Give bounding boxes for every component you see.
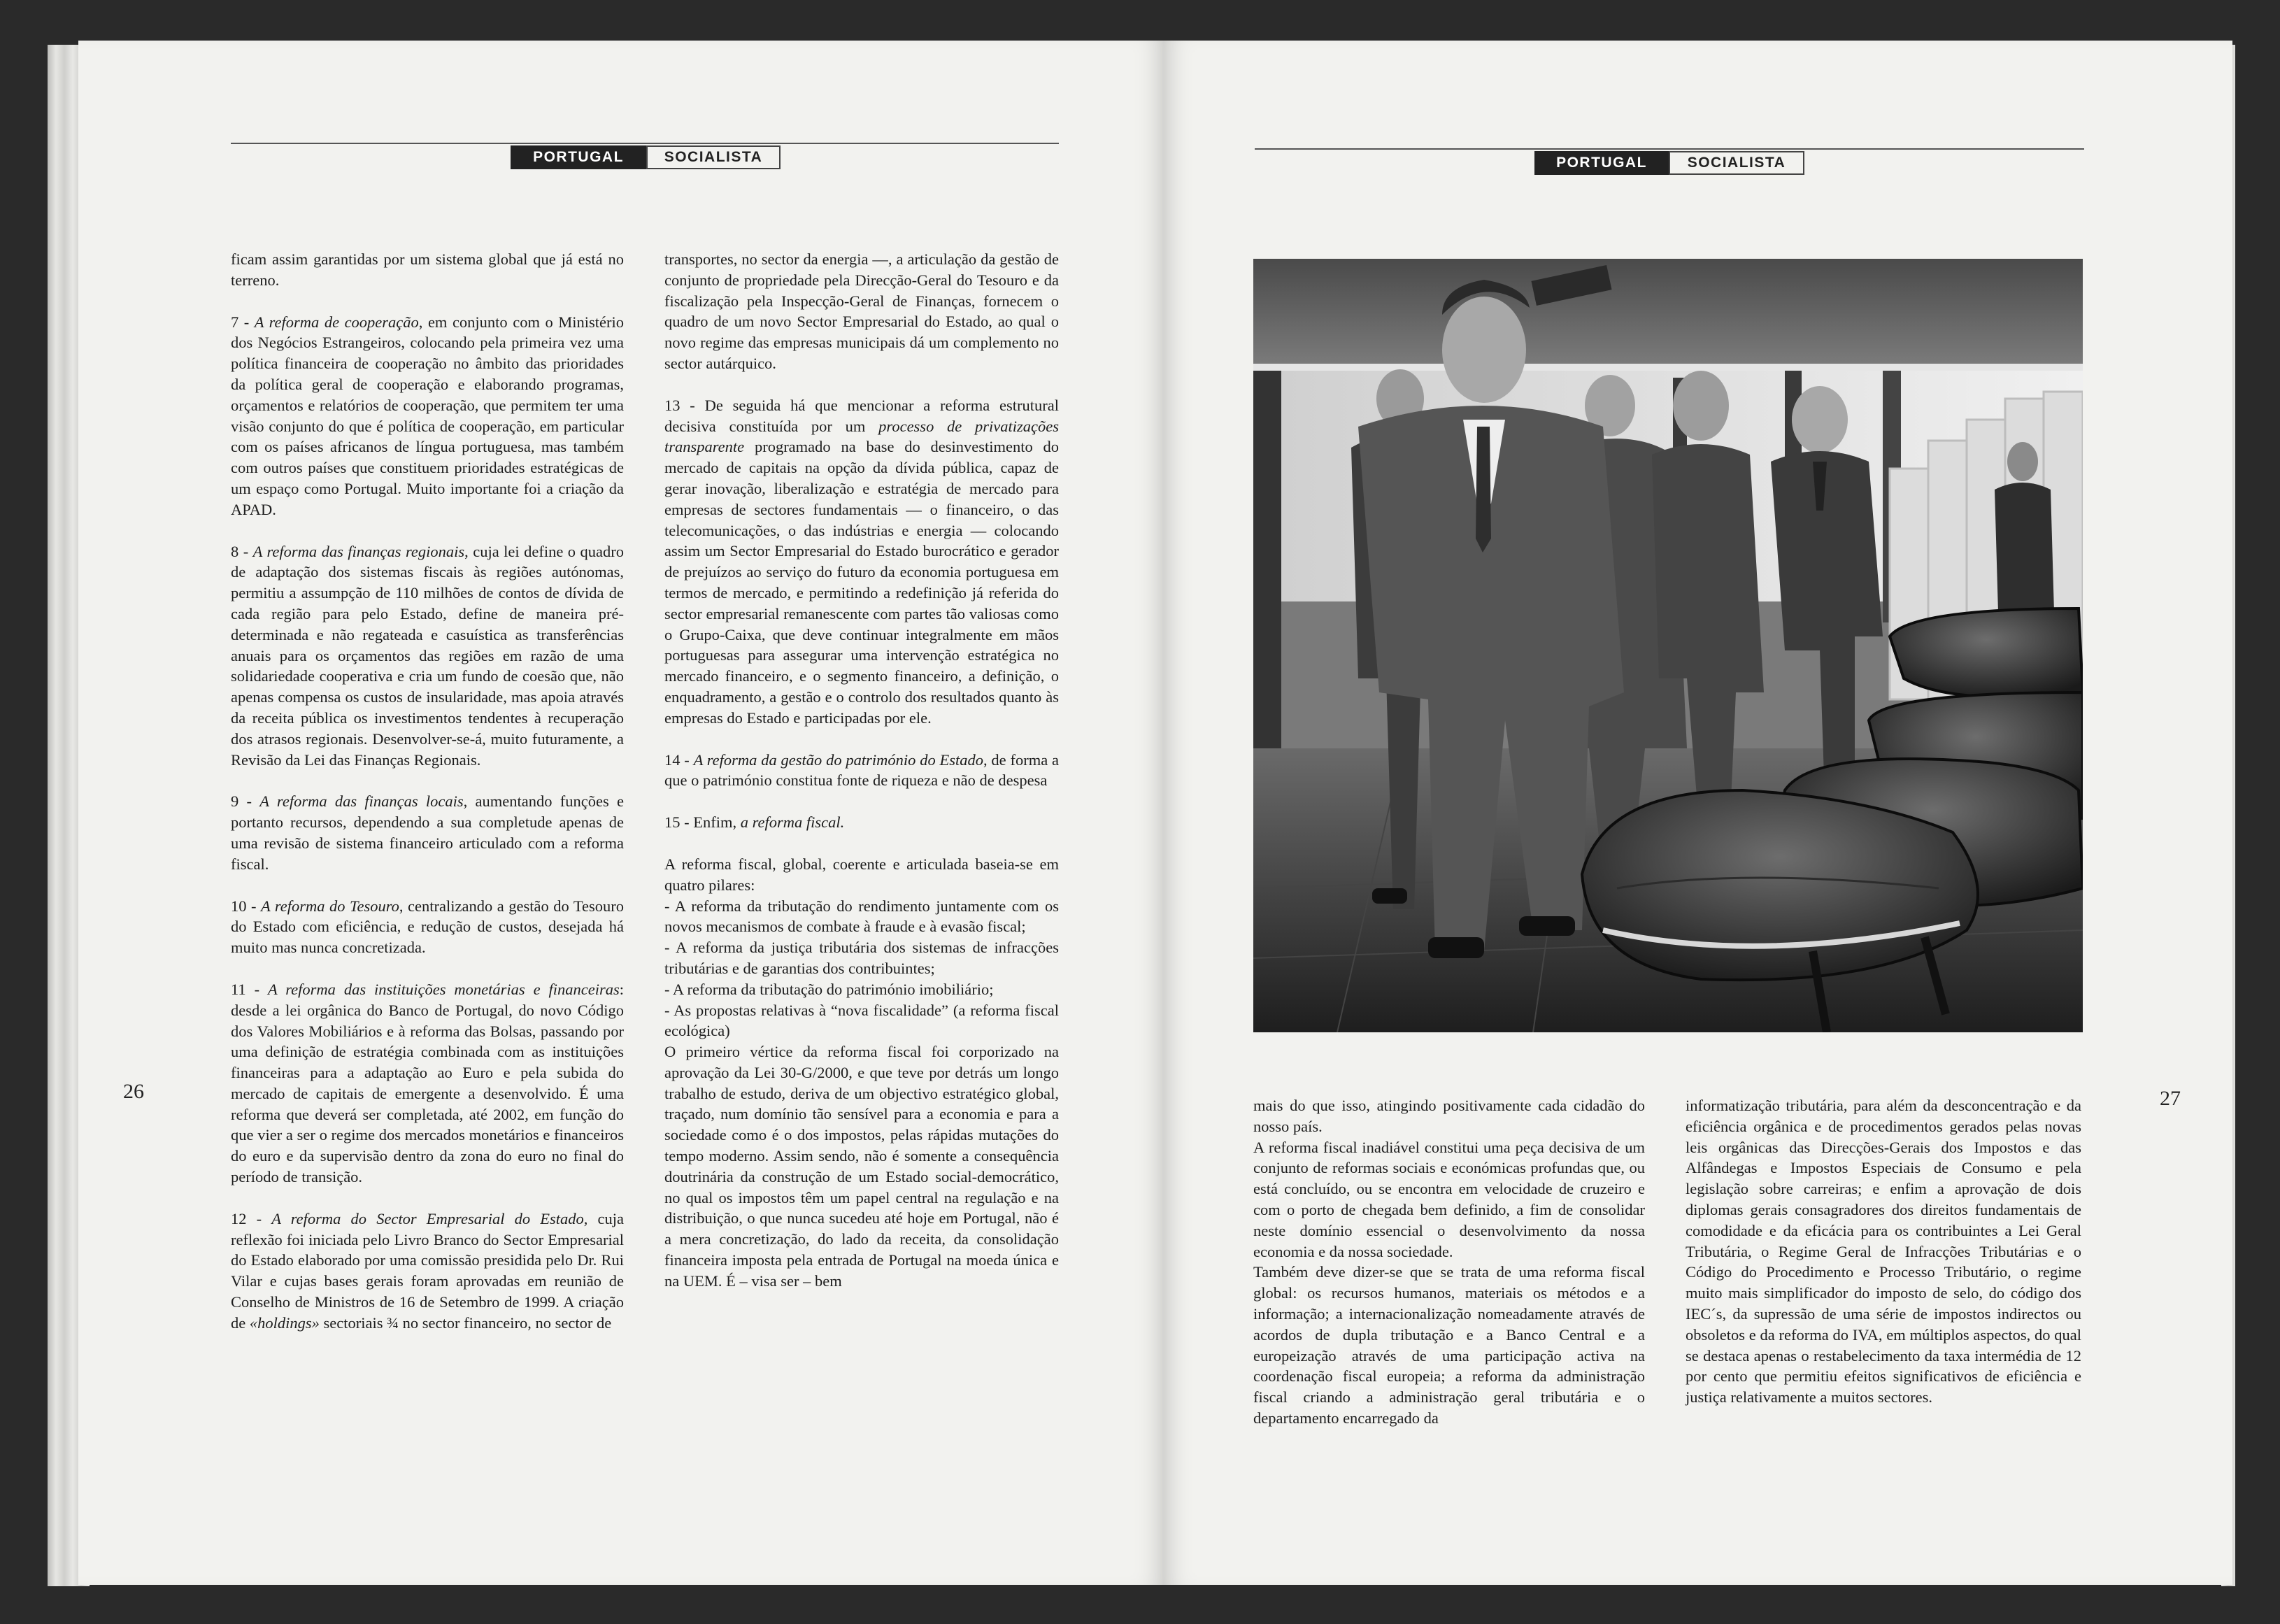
page-number-right: 27 bbox=[2160, 1087, 2181, 1110]
left-page-column-2 bbox=[664, 249, 1059, 1292]
right-page-column-2 bbox=[1686, 1095, 2081, 1408]
paragraph: 7 - A reforma de cooperação, em conjunto com o Ministério dos Negócios Estrangeiros, colocando pela primeira vez uma política financeira de cooperação no âmbito das prioridades da política geral de cooperação e elaborando programas, orçamentos e relatórios de cooperação, que permitem ter uma visão conjunto do que é política de cooperação, em particular com os países africanos de língua portuguesa, mas também com outros países que constituem prioridades estratégicas de um espaço como Portugal. Muito importante foi a criação da APAD. bbox=[231, 313, 624, 518]
masthead-left bbox=[511, 145, 781, 169]
masthead-right bbox=[1534, 151, 1804, 175]
paragraph: 15 - Enfim, a reforma fiscal. bbox=[664, 813, 845, 832]
masthead-portugal: PORTUGAL bbox=[1534, 151, 1669, 175]
right-page-column-1 bbox=[1253, 1095, 1645, 1429]
list-item: - A reforma da justiça tributária dos sistemas de infracções tributárias e de garantias dos contribuintes; bbox=[664, 939, 1059, 977]
list-item: - A reforma da tributação do rendimento juntamente com os novos mecanismos de combate à fraude e à evasão fiscal; bbox=[664, 897, 1059, 936]
paragraph: A reforma fiscal inadiável constitui uma peça decisiva de um conjunto de reformas sociais e económicas profundas que, ou está concluído, ou se encontra em velocidade de cruzeiro e com o porto de chegada bem definido, a fim de consolidar neste domínio essencial o desenvolvimento da nossa economia e da nossa sociedade. bbox=[1253, 1138, 1645, 1260]
page-number-left: 26 bbox=[123, 1080, 144, 1103]
paragraph: mais do que isso, atingindo positivamente cada cidadão do nosso país. bbox=[1253, 1097, 1645, 1135]
list-item: - A reforma da tributação do património imobiliário; bbox=[664, 980, 994, 998]
photo bbox=[1253, 259, 2083, 1032]
masthead-socialista: SOCIALISTA bbox=[646, 145, 781, 169]
paragraph: informatização tributária, para além da desconcentração e da eficiência orgânica e de procedimentos gerados pelas novas leis orgânicas das Direcções-Gerais dos Impostos e das Alfândegas e Impostos Especiais de Consumo e pela legislação sobre carreiras; e enfim a aprovação de dois diplomas gerais consagradores dos direitos fundamentais de comodidade e da eficácia para os contribuintes a Lei Geral Tributária, o Regime Geral de Infracções Tributárias e o Código do Procedimento e Processo Tributário, o regime muito mais simplificador do imposto de selo, do código dos IEC´s, da supressão de uma série de impostos indirectos ou obsoletos e da reforma do IVA, em múltiplos aspectos, do qual se destaca apenas o restabelecimento da taxa intermédia de 12 por cento que permitiu efeitos significativos de eficiência e justiça relativamente a muitos sectores. bbox=[1686, 1097, 2081, 1406]
paragraph: 8 - A reforma das finanças regionais, cuja lei define o quadro de adaptação dos sistemas fiscais às regiões autónomas, permitiu a assumpção de 110 milhões de contos de dívida de cada região para pelo Estado, define de maneira pré-determinada e não regateada e casuística as transferências anuais para os orçamentos das regiões em razão de uma solidariedade cooperativa e cria um fundo de coesão que, não apenas compensa os custos de insularidade, mas apoia através da receita pública os investimentos tendentes à recuperação dos atrasos regionais. Desenvolver-se-á, muito futuramente, a Revisão da Lei das Finanças Regionais. bbox=[231, 542, 624, 769]
paragraph: 10 - A reforma do Tesouro, centralizando a gestão do Tesouro do Estado com eficiência, e redução de custos, desejada há muito mas nunca concretizada. bbox=[231, 897, 624, 957]
paragraph: 14 - A reforma da gestão do património do Estado, de forma a que o património constitua fonte de riqueza e não de despesa bbox=[664, 750, 1059, 790]
paragraph: 12 - A reforma do Sector Empresarial do Estado, cuja reflexão foi iniciada pelo Livro Branco do Sector Empresarial do Estado elaborado por uma comissão presidida pelo Dr. Rui Vilar e cujas bases gerais foram aprovadas em reunião de Conselho de Ministros de 16 de Setembro de 1999. A criação de «holdings» sectoriais ¾ no sector financeiro, no sector de bbox=[231, 1209, 625, 1332]
header-rule-right bbox=[1255, 148, 2084, 150]
photo-men-and-lounge-chair-icon bbox=[1253, 259, 2083, 1032]
left-page-column-1 bbox=[231, 249, 624, 1355]
paragraph: Também deve dizer-se que se trata de uma reforma fiscal global: os recursos humanos, materiais os métodos e a informação; a internacionalização nomeadamente através de acordos de dupla tributação e a Banco Central e a europeização através de uma participação activa na coordenação fiscal europeia; a reforma da administração fiscal criando a administração geral tributária e o departamento encarregado da bbox=[1253, 1263, 1645, 1427]
paragraph: transportes, no sector da energia —, a articulação da gestão de conjunto de propriedade pela Direcção-Geral do Tesouro e da fiscalização pela Inspecção-Geral de Finanças, fornecem o quadro de um novo Sector Empresarial do Estado, ao qual o novo regime das empresas municipais dá um complemento no sector autárquico. bbox=[664, 250, 1059, 372]
masthead-portugal: PORTUGAL bbox=[511, 145, 646, 169]
paragraph: O primeiro vértice da reforma fiscal foi corporizado na aprovação da Lei 30-G/2000, e que teve por detrás um longo trabalho de estudo, deriva de um objectivo estratégico global, traçado, num domínio tão sensível para a economia e para a sociedade como é o dos impostos, pelas rápidas mutações do tempo moderno. Assim sendo, não é somente a consequência doutrinária da construção de um Estado social-democrático, no qual os impostos têm um papel central na regulação e na distribuição, o que nunca sucedeu até hoje em Portugal, não é a mera concretização, do lado da receita, da consolidação financeira imposta pela entrada de Portugal na moeda única e na UEM. É – visa ser – bem bbox=[664, 1043, 1059, 1290]
list-item: - As propostas relativas à “nova fiscalidade” (a reforma fiscal ecológica) bbox=[664, 1001, 1059, 1040]
header-rule-left bbox=[231, 143, 1059, 144]
paragraph: A reforma fiscal, global, coerente e articulada baseia-se em quatro pilares: bbox=[664, 855, 1059, 894]
paragraph: 11 - A reforma das instituições monetárias e financeiras: desde a lei orgânica do Banco de Portugal, do novo Código dos Valores Mobiliários e à reforma das Bolsas, passando por uma definição de estratégia combinada com as instituições financeiras para a adaptação ao Euro e pela subida do mercado de capitais de emergente a desenvolvido. É uma reforma que deverá ser completada, até 2002, em função do que vier a ser o regime dos mercados monetários e financeiros do euro e da supervisão dentro da zona do euro no final do período de transição. bbox=[231, 980, 624, 1186]
paragraph: ficam assim garantidas por um sistema global que já está no terreno. bbox=[231, 250, 624, 289]
paragraph: 13 - De seguida há que mencionar a reforma estrutural decisiva constituída por um processo de privatizações transparente programado na base do desinvestimento do mercado de capitais na opção da dívida pública, capaz de gerar inovação, liberalização e estratégia de mercado para empresas de sectores fundamentais — o financeiro, o das telecomunicações, o das indústrias e energia — colocando assim um Sector Empresarial do Estado burocrático e gerador de prejuízos ao serviço do futuro da economia portuguesa em termos de mercado, e permitindo a redefinição já referida do sector empresarial remanescente com partes tão valiosas como o Grupo-Caixa, que deve continuar integralmente em mãos portuguesas para assegurar uma intervenção estratégica no mercado financeiro, e o segmento financeiro, a definição, o enquadramento, a gestão e o controlo dos resultados quanto às empresas do Estado e participadas por ele. bbox=[664, 396, 1060, 727]
masthead-socialista: SOCIALISTA bbox=[1669, 151, 1804, 175]
paragraph: 9 - A reforma das finanças locais, aumentando funções e portanto recursos, dependendo a sua completude apenas de uma revisão de sistema financeiro articulado com a reforma fiscal. bbox=[231, 792, 625, 873]
